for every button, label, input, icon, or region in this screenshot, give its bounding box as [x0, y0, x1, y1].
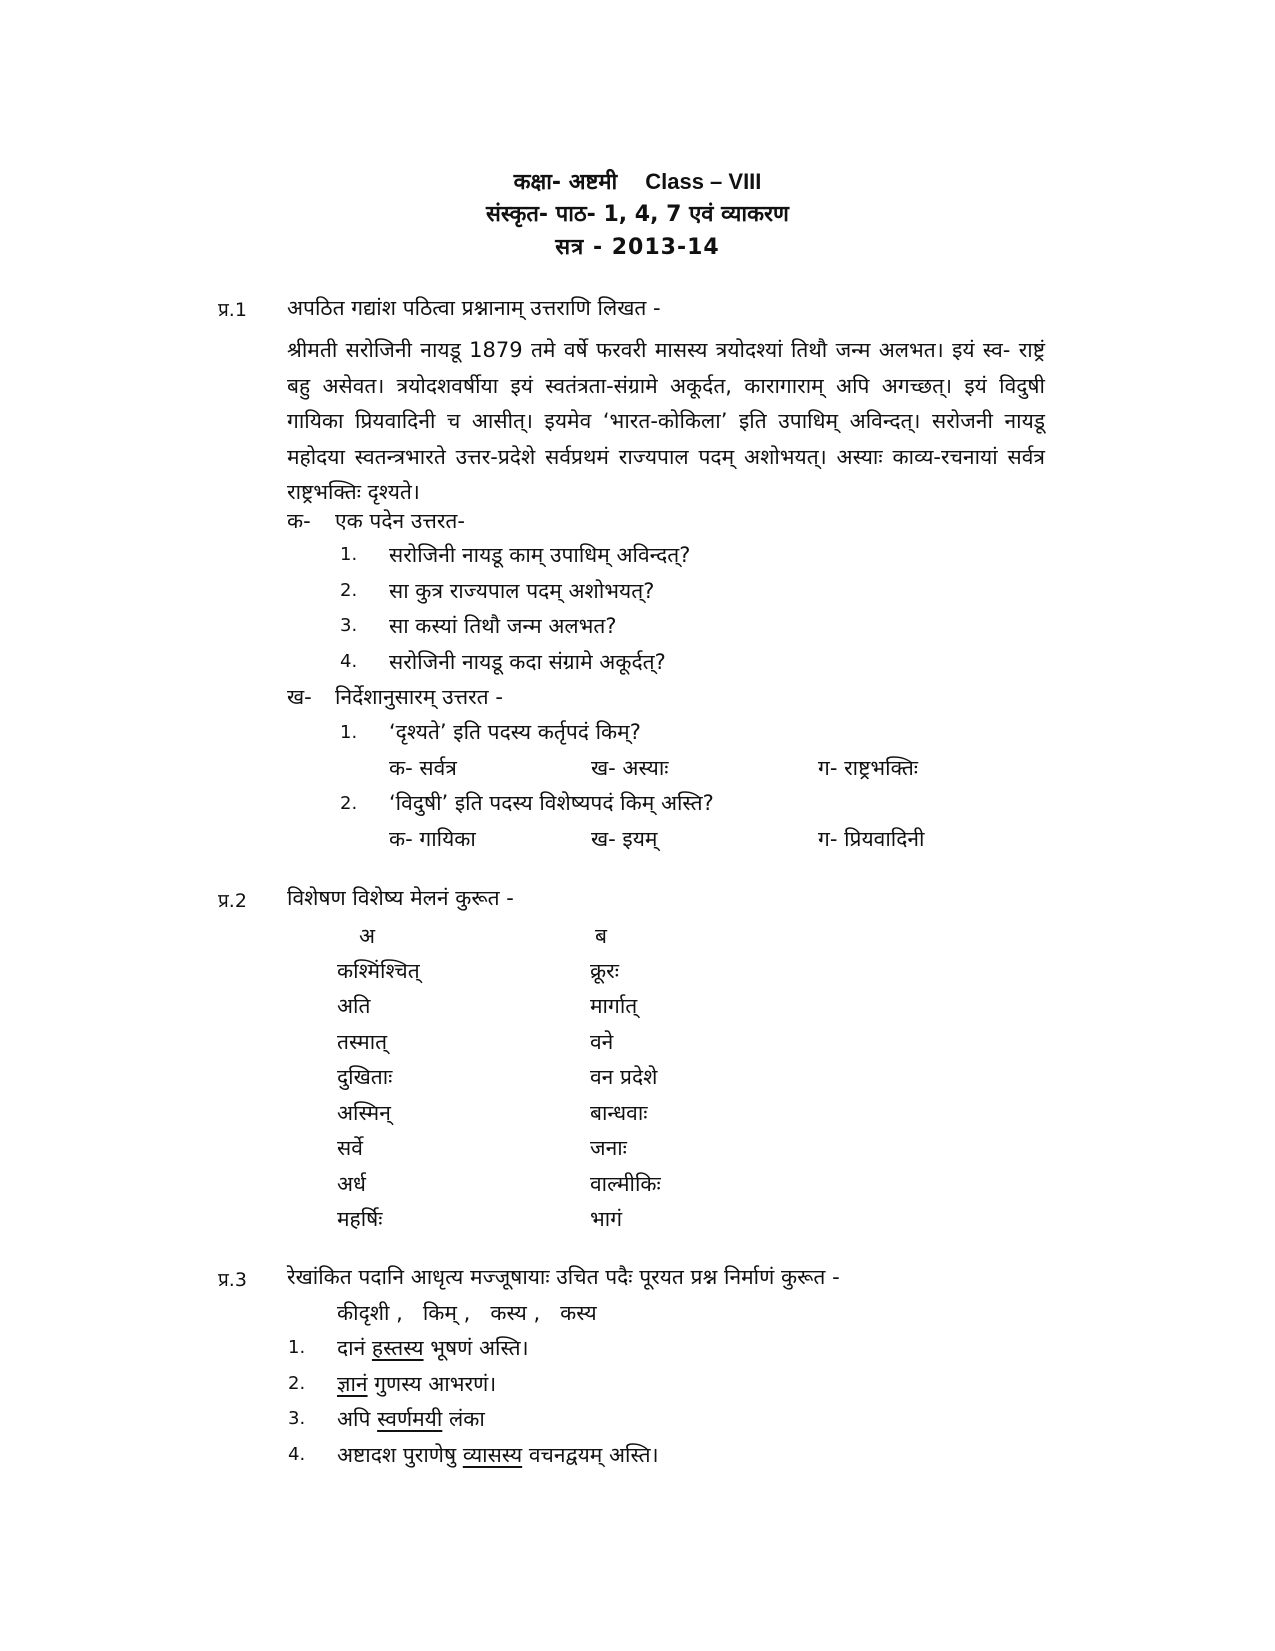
q2-col-a-cell: अति	[337, 994, 371, 1018]
q2-col-b-cell: जनाः	[590, 1136, 627, 1160]
q1b-option: ख- अस्याः	[591, 756, 669, 780]
q1a-item-number: 3.	[340, 615, 358, 636]
q2-col-b-cell: क्रूरः	[590, 959, 619, 983]
q1-number: प्र.1	[218, 299, 247, 321]
q1-part-a-label: क-	[287, 509, 311, 533]
q1a-item-number: 2.	[340, 580, 358, 601]
q2-instruction: विशेषण विशेष्य मेलनं कुरूत -	[287, 886, 514, 910]
class-english: Class – VIII	[645, 169, 762, 194]
q1-part-b-instruction: निर्देशानुसारम् उत्तरत -	[335, 685, 503, 709]
q2-col-a-cell: अस्मिन्	[337, 1101, 391, 1125]
q2-col-a-cell: महर्षिः	[337, 1207, 383, 1231]
q2-col-b-cell: वने	[590, 1030, 614, 1054]
q1b-option: ख- इयम्	[591, 827, 658, 851]
q2-col-b-cell: बान्धवाः	[590, 1101, 648, 1125]
header-class-line	[0, 166, 1275, 196]
q1a-item-text: सा कस्यां तिथौ जन्म अलभत?	[389, 614, 617, 638]
q1a-item-number: 4.	[340, 651, 358, 672]
q3-item-text: अष्टादश पुराणेषु व्यासस्य वचनद्वयम् अस्ति।	[337, 1443, 659, 1467]
q1-part-a-instruction: एक पदेन उत्तरत-	[335, 509, 465, 533]
q2-col-a-cell: तस्मात्	[337, 1030, 388, 1054]
class-hindi: कक्षा- अष्टमी	[513, 170, 618, 195]
q2-column-a-header: अ	[359, 924, 376, 948]
q3-item-text: ज्ञानं गुणस्य आभरणं।	[337, 1372, 497, 1396]
q1-instruction: अपठित गद्यांश पठित्वा प्रश्नानाम् उत्तराणि लिखत -	[287, 296, 661, 320]
q3-underlined-word: हस्तस्य	[371, 1336, 424, 1360]
q1b-item-text: ‘विदुषी’ इति पदस्य विशेष्यपदं किम् अस्ति?	[389, 791, 714, 815]
q2-col-a-cell: अर्ध	[337, 1172, 366, 1196]
q3-item-number: 2.	[288, 1373, 306, 1394]
q1a-item-text: सरोजिनी नायडू काम् उपाधिम् अविन्दत्?	[389, 543, 691, 567]
q3-item-number: 3.	[288, 1408, 306, 1429]
q2-column-b-header: ब	[595, 924, 607, 948]
q3-item-number: 1.	[288, 1337, 306, 1358]
q2-col-b-cell: वन प्रदेशे	[590, 1065, 658, 1089]
q1-passage: श्रीमती सरोजिनी नायडू 1879 तमे वर्षे फरवरी मासस्य त्रयोदश्यां तिथौ जन्म अलभत। इयं स्व- राष्ट्रं बहु असेवत। त्रयोदशवर्षीया इयं स्वतंत्रता-संग्रामे अकूर्दत, कारागाराम् अपि अगच्छत्। इयं विदुषी गायिका प्रियवादिनी च आसीत्। इयमेव ‘भारत-कोकिला’ इति उपाधिम् अविन्दत्। सरोजनी नायडू महोदया स्वतन्त्रभारते उत्तर-प्रदेशे सर्वप्रथमं राज्यपाल पदम् अशोभयत्। अस्याः काव्य-रचनायां सर्वत्र राष्ट्रभक्तिः दृश्यते।	[287, 338, 1045, 504]
q2-col-a-cell: सर्वे	[337, 1136, 363, 1160]
q1b-option: ग- प्रियवादिनी	[818, 827, 925, 851]
q2-col-a-cell: कश्मिंश्चित्	[337, 959, 420, 983]
q3-underlined-word: व्यासस्य	[462, 1443, 523, 1467]
header-session-line: सत्र - 2013-14	[555, 235, 720, 260]
q2-number: प्र.2	[218, 890, 247, 912]
q1a-item-text: सा कुत्र राज्यपाल पदम् अशोभयत्?	[389, 579, 655, 603]
q2-col-a-cell: दुखिताः	[337, 1065, 393, 1089]
q3-underlined-word: ज्ञानं	[337, 1372, 368, 1396]
q2-col-b-cell: मार्गात्	[590, 994, 638, 1018]
q1-part-b-label: ख-	[287, 685, 312, 709]
q3-instruction: रेखांकित पदानि आधृत्य मज्जूषायाः उचित पदैः पूरयत प्रश्न निर्माणं कुरूत -	[287, 1265, 840, 1289]
q1a-item-text: सरोजिनी नायडू कदा संग्रामे अकूर्दत्?	[389, 650, 666, 674]
q1a-item-number: 1.	[340, 544, 358, 565]
q3-number: प्र.3	[218, 1269, 247, 1291]
q1b-option: क- सर्वत्र	[389, 756, 457, 780]
q3-word-box: कीदृशी , किम् , कस्य , कस्य	[337, 1301, 597, 1325]
q1b-option: क- गायिका	[389, 827, 476, 851]
q2-col-b-cell: भागं	[590, 1207, 623, 1231]
q1b-item-text: ‘दृश्यते’ इति पदस्य कर्तृपदं किम्?	[389, 720, 641, 744]
q1b-item-number: 2.	[340, 793, 358, 814]
q3-underlined-word: स्वर्णमयी	[377, 1407, 443, 1431]
q2-col-b-cell: वाल्मीकिः	[590, 1172, 661, 1196]
q3-item-number: 4.	[288, 1444, 306, 1465]
q1b-item-number: 1.	[340, 722, 358, 743]
q3-item-text: दानं हस्तस्य भूषणं अस्ति।	[337, 1336, 529, 1360]
q1b-option: ग- राष्ट्रभक्तिः	[818, 756, 919, 780]
q3-item-text: अपि स्वर्णमयी लंका	[337, 1407, 485, 1431]
header-subject-line: संस्कृत- पाठ- 1, 4, 7 एवं व्याकरण	[486, 202, 789, 227]
